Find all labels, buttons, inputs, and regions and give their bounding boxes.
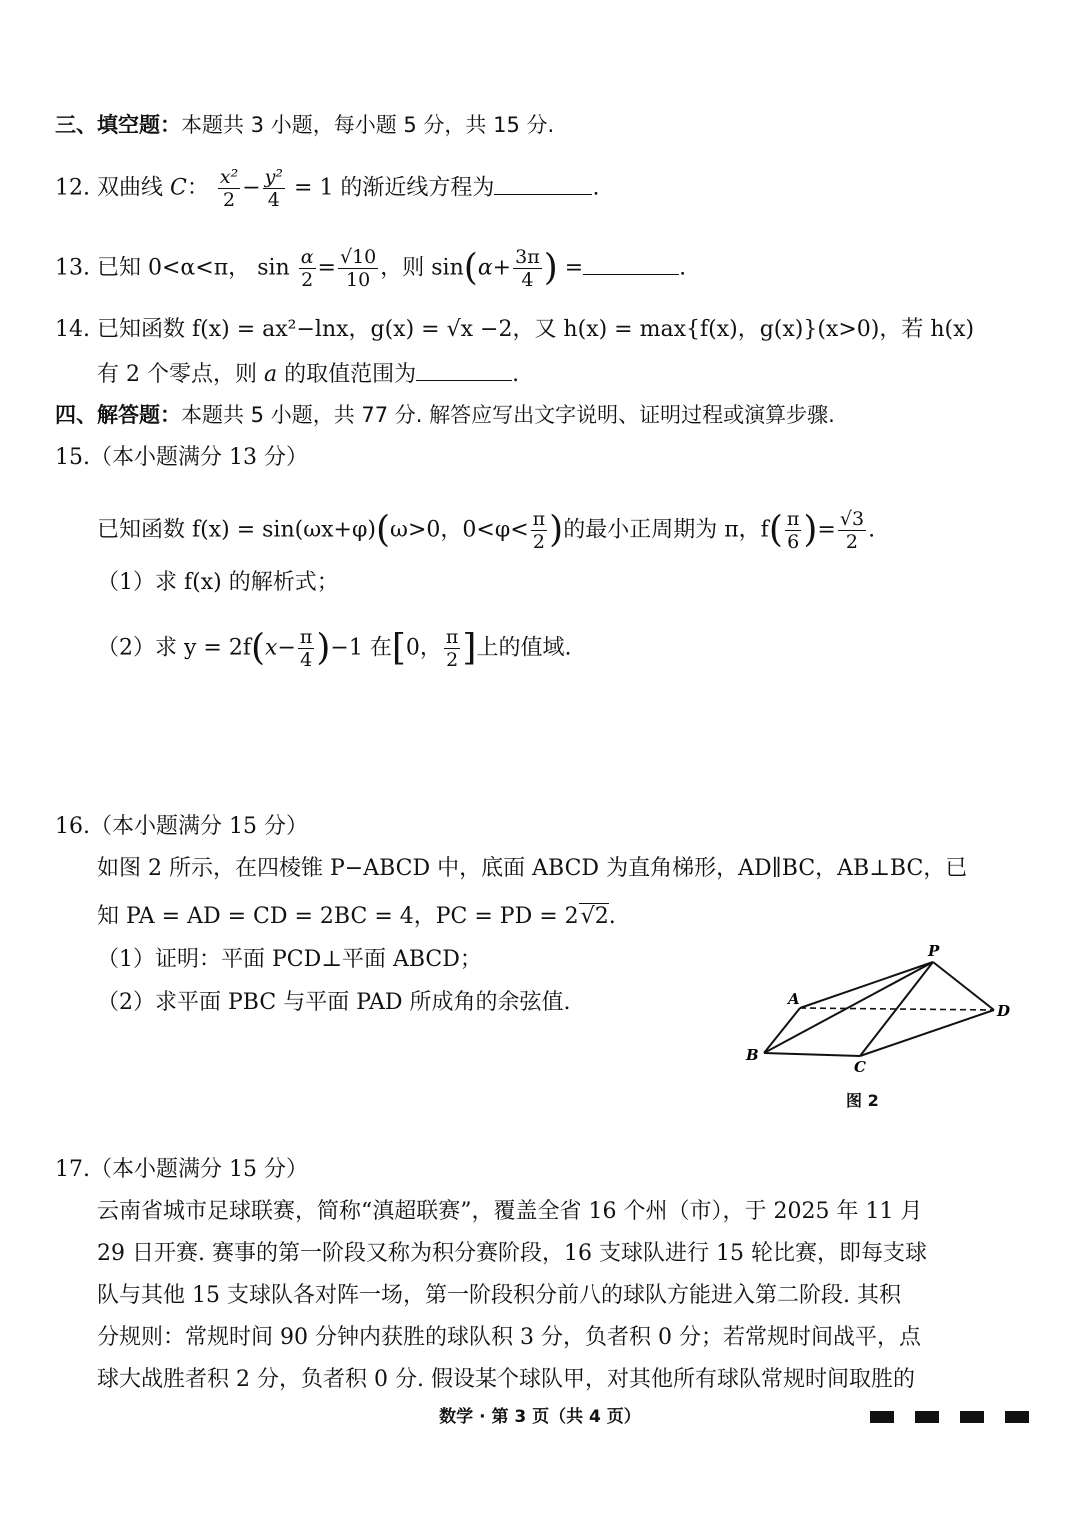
- question-16-header: [55, 812, 308, 842]
- q15-frac-pi4-num: π: [299, 626, 313, 648]
- footer-mark-1: [870, 1411, 894, 1423]
- label-b: B: [746, 1046, 759, 1064]
- q14-end: .: [512, 362, 520, 387]
- question-14-line2: [97, 358, 519, 390]
- q12-answer-blank[interactable]: [494, 172, 592, 195]
- q15-part1: （1）求 f(x) 的解析式；: [97, 570, 339, 595]
- edge-bc: [764, 1053, 860, 1056]
- footer-mark-2: [915, 1411, 939, 1423]
- section3-title: 三、填空题：: [55, 113, 181, 137]
- footer-mark-3: [960, 1411, 984, 1423]
- q15-frac-pi2b-num: π: [445, 626, 459, 648]
- q15-p2a: （2）求 y = 2f: [97, 635, 251, 661]
- q13-frac-3pi-num: 3π: [515, 246, 540, 268]
- q15-stem-a: 已知函数 f(x) = sin(ωx+φ): [97, 517, 376, 543]
- q16-sqrt2: √2: [580, 904, 609, 929]
- q15-zero: 0，: [405, 635, 442, 661]
- q13-sin: sin: [257, 255, 290, 281]
- q14-number: 14.: [55, 317, 90, 342]
- q13-alpha-plus: α+: [477, 255, 512, 281]
- q15-stem-b: 的最小正周期为 π，f: [563, 517, 769, 543]
- question-15-header: [55, 443, 308, 473]
- q12-frac-x-num: x²: [219, 166, 239, 188]
- q13-frac-sqrt10-den: 10: [346, 269, 371, 291]
- label-c: C: [854, 1058, 866, 1076]
- q17-number: 17.: [55, 1157, 90, 1182]
- q12-frac-x: [218, 166, 240, 211]
- pyramid-figure: [740, 940, 1030, 1080]
- q16-line2a: 知 PA = AD = CD = 2BC = 4，PC = PD = 2: [97, 904, 579, 929]
- q15-frac-sqrt3-den: 2: [845, 531, 858, 553]
- q17-line-3: 队与其他 15 支球队各对阵一场，第一阶段积分前八的球队方能进入第二阶段. 其积: [97, 1283, 901, 1308]
- q15-p2c: 上的值域.: [476, 635, 572, 661]
- q15-frac-pi4-den: 4: [300, 649, 313, 671]
- q15-frac-pi6: [785, 508, 802, 553]
- label-p: P: [928, 942, 940, 960]
- q15-cond: ω>0，0<φ<: [390, 517, 529, 543]
- figure-caption: 图 2: [846, 1091, 879, 1110]
- q15-end: .: [868, 517, 876, 543]
- q13-text1: 已知 0<α<π，: [97, 255, 251, 281]
- q15-frac-pi4: [298, 626, 315, 671]
- q17-line-2: 29 日开赛. 赛事的第一阶段又称为积分赛阶段，16 支球队进行 15 轮比赛，即每支球: [97, 1241, 927, 1266]
- q16-part2: （2）求平面 PBC 与平面 PAD 所成角的余弦值.: [97, 990, 571, 1015]
- question-12: 12. 双曲线 C： $\frac{\text{x²}}{2}$ − $\frac{\text{y²}}{4}$ = 1 的渐近线方程为 .: [55, 166, 600, 211]
- q13-eq1: =: [317, 255, 336, 281]
- q13-frac-sqrt10: [338, 246, 378, 291]
- q16-part1: （1）证明：平面 PCD⊥平面 ABCD；: [97, 947, 482, 972]
- q15-frac-sqrt3-num: √3: [839, 508, 865, 530]
- q17-score: （本小题满分 15 分）: [90, 1157, 308, 1182]
- section3-desc: 本题共 3 小题，每小题 5 分，共 15 分.: [181, 113, 555, 137]
- q13-end: .: [679, 255, 687, 281]
- q15-p2b: −1 在: [330, 635, 392, 661]
- q12-frac-y-num: y²: [264, 166, 284, 188]
- edge-ab: [764, 1008, 800, 1053]
- q14-line1: 已知函数 f(x) = ax²−lnx，g(x) = √x −2，又 h(x) = max{f(x)，g(x)}(x>0)，若 h(x): [97, 317, 975, 342]
- q13-frac-sqrt10-num: √10: [339, 246, 377, 268]
- label-d: D: [997, 1002, 1011, 1020]
- q14-answer-blank[interactable]: [416, 358, 512, 381]
- section4-desc: 本题共 5 小题，共 77 分. 解答应写出文字说明、证明过程或演算步骤.: [181, 403, 835, 427]
- question-14-line1: [55, 315, 974, 345]
- q17-line-1: 云南省城市足球联赛，简称“滇超联赛”，覆盖全省 16 个州（市），于 2025 年 11 月: [97, 1199, 923, 1224]
- q15-frac-pi2b: [444, 626, 461, 671]
- q13-frac-3pi-den: 4: [521, 269, 534, 291]
- q17-line-4: 分规则：常规时间 90 分钟内获胜的球队积 3 分，负者积 0 分；若常规时间战平，点: [97, 1325, 921, 1350]
- q17-line-5: 球大战胜者积 2 分，负者积 0 分. 假设某个球队甲，对其他所有球队常规时间取胜的: [97, 1367, 915, 1392]
- q13-frac-alpha-den: 2: [301, 269, 314, 291]
- q15-eq: =: [817, 517, 836, 543]
- q14-line2b: 的取值范围为: [284, 362, 417, 387]
- q15-score: （本小题满分 13 分）: [90, 445, 308, 470]
- page-footer: 数学 · 第 3 页（共 4 页）: [439, 1407, 641, 1427]
- q16-line1: 如图 2 所示，在四棱锥 P−ABCD 中，底面 ABCD 为直角梯形，AD∥BC，AB⊥BC，已: [97, 856, 968, 881]
- q13-eq2: =: [564, 255, 584, 281]
- section3-header: [55, 110, 554, 140]
- q16-score: （本小题满分 15 分）: [90, 814, 308, 839]
- question-15-stem: 已知函数 f(x) = sin(ωx+φ)(ω>0，0<φ< $\frac{\pi}{2}$ )的最小正周期为 π，f( $\frac{\pi}{6}$ )= $\frac{√3}{2}$ .: [97, 508, 876, 553]
- q16-number: 16.: [55, 814, 90, 839]
- q15-frac-sqrt3: [838, 508, 866, 553]
- question-15-part2: （2）求 y = 2f(x− $\frac{\pi}{4}$ )−1 在[0， $\frac{\pi}{2}$ ]上的值域.: [97, 626, 572, 671]
- q12-prefix: 双曲线: [97, 175, 164, 201]
- question-16-line2: [97, 902, 616, 932]
- q13-then: ，则 sin: [380, 255, 464, 281]
- q15-frac-pi2-den: 2: [532, 531, 545, 553]
- q12-frac-y-den: 4: [267, 189, 280, 211]
- q12-frac-x-den: 2: [223, 189, 236, 211]
- q12-number: 12.: [55, 175, 90, 201]
- label-a: A: [788, 990, 800, 1008]
- q15-frac-pi2-num: π: [532, 508, 546, 530]
- edge-pd: [933, 962, 994, 1010]
- q16-line2b: .: [608, 904, 616, 929]
- question-17-header: [55, 1155, 308, 1185]
- q15-number: 15.: [55, 445, 90, 470]
- footer-mark-4: [1005, 1411, 1029, 1423]
- section4-title: 四、解答题：: [55, 403, 181, 427]
- q14-line2a: 有 2 个零点，则: [97, 362, 257, 387]
- q15-frac-pi2: [531, 508, 548, 553]
- edge-cd: [860, 1010, 994, 1056]
- edge-pa: [800, 962, 933, 1008]
- q13-answer-blank[interactable]: [583, 252, 679, 275]
- section4-header: [55, 400, 835, 430]
- q13-number: 13.: [55, 255, 90, 281]
- q15-frac-pi6-num: π: [786, 508, 800, 530]
- q13-frac-alpha: [299, 246, 316, 291]
- q13-frac-alpha-num: α: [300, 246, 314, 268]
- q12-frac-y: [263, 166, 285, 211]
- q13-frac-3pi: [513, 246, 542, 291]
- q14-a: a: [263, 362, 278, 387]
- q15-frac-pi6-den: 6: [787, 531, 800, 553]
- q15-x-minus: x−: [265, 635, 296, 661]
- question-13: 13. 已知 0<α<π， sin $\frac{\alpha}{2}$ = $\frac{√10}{10}$ ，则 sin(α+ $\frac{3\pi}{4}$ ) = .: [55, 246, 687, 291]
- q15-frac-pi2b-den: 2: [446, 649, 459, 671]
- q12-end: .: [592, 175, 600, 201]
- q12-curve-name: C: [170, 175, 187, 201]
- q12-colon: ：: [186, 175, 209, 201]
- q12-tail: = 1 的渐近线方程为: [294, 175, 495, 201]
